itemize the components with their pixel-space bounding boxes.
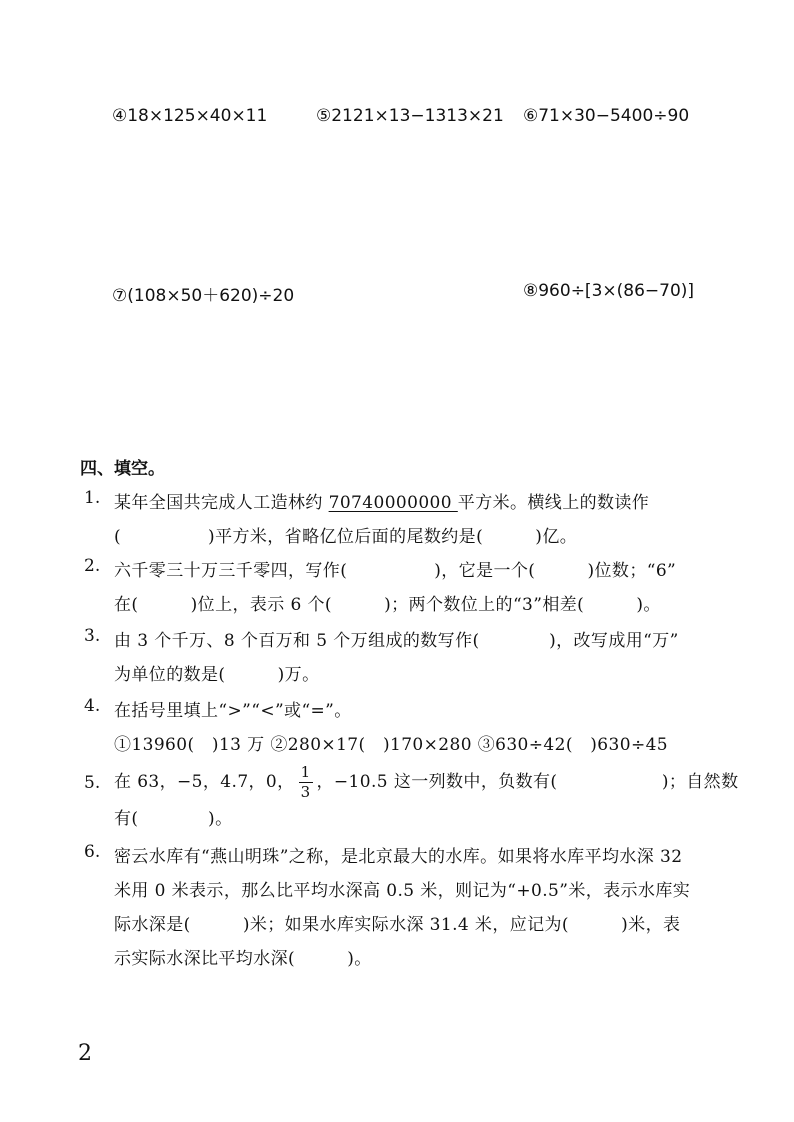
question-4-number: 4. [84,696,101,716]
expression-5: ⑤2121×13−1313×21 [316,106,504,126]
question-6-number: 6. [84,842,101,862]
question-5-line-1 [114,758,738,806]
question-4-line-2: ①13960( )13 万 ②280×17( )170×280 ③630÷42( )630÷45 [114,735,669,755]
question-5-number: 5. [84,773,101,793]
question-5-text-b: ，−10.5 这一列数中，负数有( )；自然数 [316,772,739,792]
question-6-line-3: 际水深是( )米；如果水库实际水深 31.4 米，应记为( )米，表 [114,915,681,935]
question-2-line-1: 六千零三十万三千零四，写作( )，它是一个( )位数；“6” [114,561,677,581]
question-5-line-2: 有( )。 [114,809,233,829]
question-1-text-b: 平方米。横线上的数读作 [457,493,650,513]
question-4-line-1: 在括号里填上“>”“<”或“=”。 [114,701,352,721]
expression-4: ④18×125×40×11 [112,106,268,126]
section-title: 四、填空。 [80,459,165,479]
fraction-denominator: 3 [300,783,311,801]
question-6-line-4: 示实际水深比平均水深( )。 [114,949,372,969]
question-1-underlined-number: 70740000000 [328,493,458,513]
question-6-line-1: 密云水库有“燕山明珠”之称，是北京最大的水库。如果将水库平均水深 32 [114,847,683,867]
question-1-line-2: ( )平方米，省略亿位后面的尾数约是( )亿。 [114,527,578,547]
expression-7: ⑦(108×50＋620)÷20 [112,286,295,306]
question-1-text-a: 某年全国共完成人工造林约 [114,493,329,513]
question-2-number: 2. [84,556,101,576]
expression-6: ⑥71×30−5400÷90 [523,106,690,126]
question-6-line-2: 米用 0 米表示，那么比平均水深高 0.5 米，则记为“+0.5”米，表示水库实 [114,881,691,901]
fraction-one-third [299,765,313,800]
page-number: 2 [78,1041,92,1066]
question-1-line-1 [114,488,649,513]
expression-8: ⑧960÷[3×(86−70)] [523,281,695,301]
question-5-text-a: 在 63，−5，4.7，0， [114,772,295,792]
question-3-line-2: 为单位的数是( )万。 [114,665,320,685]
question-3-line-1: 由 3 个千万、8 个百万和 5 个万组成的数写作( )，改写成用“万” [114,631,679,651]
fraction-numerator: 1 [300,763,311,781]
question-2-line-2: 在( )位上，表示 6 个( )；两个数位上的“3”相差( )。 [114,595,661,615]
question-3-number: 3. [84,626,101,646]
question-1-number: 1. [84,488,101,508]
